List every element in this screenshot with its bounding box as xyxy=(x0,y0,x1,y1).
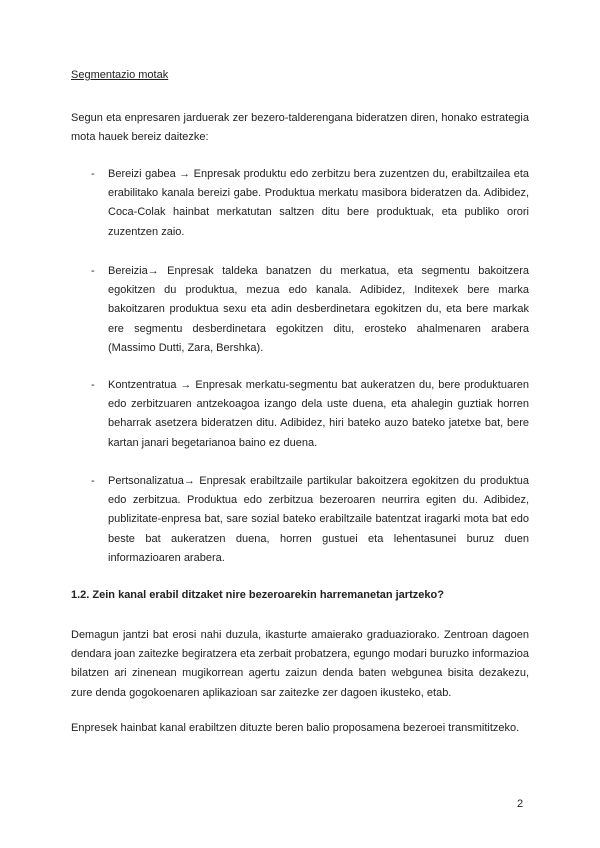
bullet-text: Kontzentratua → Enpresak merkatu-segmentu bat aukeratzen du, bere produktuaren edo zerbitzuaren antzekoagoa izango dela uste duena, eta ahalegin guztiak horren beharrak asetzera bideratzen ditu. Adibidez, hiri bateko auzo bateko jatetxe bat, bere kartan janari begetarianoa baino ez duena. xyxy=(108,379,529,449)
bullet-dash: - xyxy=(91,379,95,391)
body-paragraph: Enpresek hainbat kanal erabiltzen dituzte beren balio proposamena bezeroei transmititzeko. xyxy=(71,722,520,734)
bullet-text: Bereizi gabea → Enpresak produktu edo zerbitzu bera zuzentzen du, erabiltzailea eta erabilitako kanala bereizi gabe. Produktua merkatu masibora bideratzen da. Adibidez, Coca-Colak hainbat merkatutan saltzen ditu bere produktuak, eta publiko orori zuzentzen zaio. xyxy=(108,168,529,238)
section-title-channels: 1.2. Zein kanal erabil ditzaket nire bezeroarekin harremanetan jartzeko? xyxy=(71,589,444,601)
bullet-text: Pertsonalizatua→ Enpresak erabiltzaile partikular bakoitzera egokitzen du produktua edo zerbitzua. Produktua edo zerbitzua bezeroaren neurrira egiten du. Adibidez, publizitate-enpresa bat, sare sozial bateko erabiltzaile batentzat iragarki mota bat edo beste bat aukeratzen duena, horren gustuei eta lehentasunei buruz duen informazioaren arabera. xyxy=(108,475,529,564)
intro-paragraph: Segun eta enpresaren jarduerak zer bezero-talderengana bideratzen diren, honako estrategia mota hauek bereiz daitezke: xyxy=(71,112,529,144)
subheading-segmentation-types: Segmentazio motak xyxy=(71,69,169,81)
page-number: 2 xyxy=(517,798,524,810)
bullet-text: Bereizia→ Enpresak taldeka banatzen du merkatua, eta segmentu bakoitzera egokitzen du produktua, mezua edo kanala. Adibidez, Inditexek bere marka bakoitzaren produktua sexu eta adin desberdinetara egokitzen du, eta bere markak ere segmentu desberdinetara egokitzen ditu, erosteko ahalmenaren arabera (Massimo Dutti, Zara, Bershka). xyxy=(108,265,529,354)
bullet-dash: - xyxy=(91,475,95,487)
bullet-dash: - xyxy=(91,265,95,277)
bullet-dash: - xyxy=(91,168,95,180)
body-paragraph: Demagun jantzi bat erosi nahi duzula, ikasturte amaierako graduaziorako. Zentroan dagoen dendara joan zaitezke begiratzera eta zerbait probatzera, egungo modari buruzko informazioa bilatzen ari zinenean mugikorrean agertu zaizun denda baten webgunea bisita dezakezu, zure denda gogokoenaren aplikazioan sar zaitezke zer dagoen ikusteko, etab. xyxy=(71,629,529,699)
